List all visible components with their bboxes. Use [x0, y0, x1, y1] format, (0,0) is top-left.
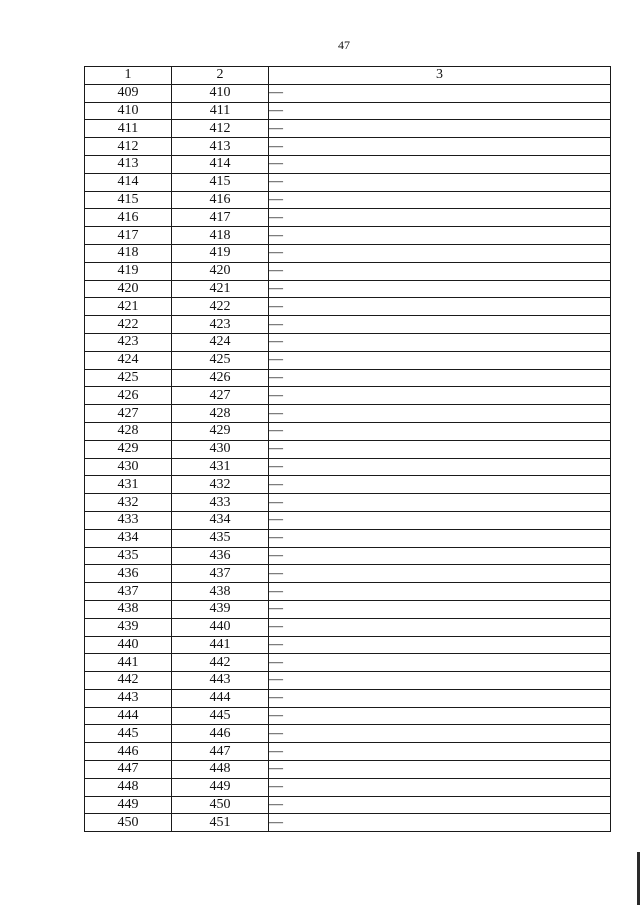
- table-row: [85, 618, 611, 636]
- table-row: [85, 244, 611, 262]
- table-cell-col-2: 422: [172, 298, 269, 316]
- table-cell-col-2: 413: [172, 138, 269, 156]
- table-row: [85, 138, 611, 156]
- table-cell-col-3: —: [269, 102, 611, 120]
- table-cell-col-3: —: [269, 387, 611, 405]
- table-cell-col-2: 410: [172, 84, 269, 102]
- table-cell-col-1: 437: [85, 583, 172, 601]
- table-cell-col-1: 424: [85, 351, 172, 369]
- table-cell-col-1: 422: [85, 316, 172, 334]
- table-cell-col-2: 430: [172, 440, 269, 458]
- table-cell-col-1: 440: [85, 636, 172, 654]
- table-cell-col-3: —: [269, 565, 611, 583]
- table-cell-col-1: 411: [85, 120, 172, 138]
- table-cell-col-2: 440: [172, 618, 269, 636]
- table-cell-col-2: 414: [172, 155, 269, 173]
- table-cell-col-2: 416: [172, 191, 269, 209]
- table-body: [85, 84, 611, 831]
- table-cell-col-3: —: [269, 333, 611, 351]
- table-cell-col-1: 421: [85, 298, 172, 316]
- column-header-3: 3: [269, 67, 611, 85]
- table-row: [85, 369, 611, 387]
- table-cell-col-1: 443: [85, 689, 172, 707]
- table-cell-col-1: 450: [85, 814, 172, 832]
- table-cell-col-3: —: [269, 155, 611, 173]
- table-cell-col-1: 435: [85, 547, 172, 565]
- table-cell-col-2: 445: [172, 707, 269, 725]
- table-cell-col-3: —: [269, 778, 611, 796]
- table-cell-col-1: 428: [85, 422, 172, 440]
- table-cell-col-3: —: [269, 120, 611, 138]
- table-row: [85, 494, 611, 512]
- header-row: [85, 67, 611, 85]
- table-cell-col-3: —: [269, 494, 611, 512]
- table-cell-col-2: 436: [172, 547, 269, 565]
- table-cell-col-3: —: [269, 707, 611, 725]
- table-row: [85, 422, 611, 440]
- table-row: [85, 600, 611, 618]
- table-cell-col-3: —: [269, 654, 611, 672]
- table-cell-col-3: —: [269, 814, 611, 832]
- table-cell-col-3: —: [269, 618, 611, 636]
- table-cell-col-2: 444: [172, 689, 269, 707]
- table-cell-col-2: 434: [172, 511, 269, 529]
- table-cell-col-2: 437: [172, 565, 269, 583]
- table-cell-col-2: 450: [172, 796, 269, 814]
- table-row: [85, 120, 611, 138]
- table-cell-col-2: 425: [172, 351, 269, 369]
- table-cell-col-3: —: [269, 600, 611, 618]
- table-cell-col-1: 412: [85, 138, 172, 156]
- table-cell-col-2: 429: [172, 422, 269, 440]
- table-cell-col-2: 439: [172, 600, 269, 618]
- table-row: [85, 583, 611, 601]
- table-cell-col-2: 441: [172, 636, 269, 654]
- table-cell-col-3: —: [269, 440, 611, 458]
- table-cell-col-2: 420: [172, 262, 269, 280]
- table-cell-col-3: —: [269, 262, 611, 280]
- column-header-1: 1: [85, 67, 172, 85]
- table-cell-col-2: 421: [172, 280, 269, 298]
- table-cell-col-1: 414: [85, 173, 172, 191]
- table-cell-col-3: —: [269, 547, 611, 565]
- table-row: [85, 173, 611, 191]
- table-cell-col-3: —: [269, 84, 611, 102]
- table-row: [85, 529, 611, 547]
- table-cell-col-3: —: [269, 636, 611, 654]
- table-cell-col-3: —: [269, 689, 611, 707]
- table-row: [85, 387, 611, 405]
- table-cell-col-3: —: [269, 529, 611, 547]
- table-cell-col-1: 413: [85, 155, 172, 173]
- table-cell-col-2: 412: [172, 120, 269, 138]
- table-cell-col-3: —: [269, 422, 611, 440]
- table-cell-col-2: 427: [172, 387, 269, 405]
- table-cell-col-3: —: [269, 173, 611, 191]
- data-table: [84, 66, 611, 832]
- table-cell-col-3: —: [269, 511, 611, 529]
- table-cell-col-3: —: [269, 405, 611, 423]
- table-row: [85, 761, 611, 779]
- table-cell-col-1: 445: [85, 725, 172, 743]
- table-cell-col-2: 448: [172, 761, 269, 779]
- table-cell-col-2: 435: [172, 529, 269, 547]
- table-row: [85, 814, 611, 832]
- table-row: [85, 227, 611, 245]
- table-cell-col-1: 433: [85, 511, 172, 529]
- table-cell-col-2: 418: [172, 227, 269, 245]
- table-cell-col-1: 448: [85, 778, 172, 796]
- table-cell-col-3: —: [269, 351, 611, 369]
- table-cell-col-1: 410: [85, 102, 172, 120]
- table-row: [85, 262, 611, 280]
- table-cell-col-3: —: [269, 209, 611, 227]
- table-cell-col-2: 442: [172, 654, 269, 672]
- table-row: [85, 672, 611, 690]
- table-header: [85, 67, 611, 85]
- table-row: [85, 476, 611, 494]
- table-cell-col-1: 442: [85, 672, 172, 690]
- table-cell-col-1: 429: [85, 440, 172, 458]
- table-cell-col-3: —: [269, 244, 611, 262]
- table-row: [85, 778, 611, 796]
- page-number: 47: [338, 38, 350, 52]
- table-row: [85, 547, 611, 565]
- table-cell-col-3: —: [269, 138, 611, 156]
- table-cell-col-2: 411: [172, 102, 269, 120]
- table-cell-col-1: 436: [85, 565, 172, 583]
- table-cell-col-2: 426: [172, 369, 269, 387]
- table-cell-col-3: —: [269, 316, 611, 334]
- table-cell-col-3: —: [269, 191, 611, 209]
- table-row: [85, 405, 611, 423]
- table-cell-col-1: 431: [85, 476, 172, 494]
- table-cell-col-2: 438: [172, 583, 269, 601]
- table-cell-col-1: 418: [85, 244, 172, 262]
- table-cell-col-1: 444: [85, 707, 172, 725]
- table-cell-col-3: —: [269, 369, 611, 387]
- table-row: [85, 440, 611, 458]
- table-row: [85, 84, 611, 102]
- table-cell-col-3: —: [269, 458, 611, 476]
- table-cell-col-1: 446: [85, 743, 172, 761]
- table-cell-col-1: 417: [85, 227, 172, 245]
- table-row: [85, 298, 611, 316]
- table-cell-col-3: —: [269, 280, 611, 298]
- table-cell-col-2: 447: [172, 743, 269, 761]
- table-cell-col-1: 430: [85, 458, 172, 476]
- table-cell-col-1: 434: [85, 529, 172, 547]
- table-row: [85, 333, 611, 351]
- table-cell-col-1: 432: [85, 494, 172, 512]
- table-cell-col-3: —: [269, 298, 611, 316]
- table-cell-col-3: —: [269, 583, 611, 601]
- table-row: [85, 689, 611, 707]
- table-cell-col-2: 446: [172, 725, 269, 743]
- table-row: [85, 743, 611, 761]
- table-cell-col-2: 424: [172, 333, 269, 351]
- table-row: [85, 796, 611, 814]
- table-row: [85, 155, 611, 173]
- table-cell-col-1: 427: [85, 405, 172, 423]
- table-cell-col-3: —: [269, 227, 611, 245]
- table-row: [85, 458, 611, 476]
- table-cell-col-1: 420: [85, 280, 172, 298]
- column-header-2: 2: [172, 67, 269, 85]
- table-cell-col-1: 423: [85, 333, 172, 351]
- table-cell-col-2: 432: [172, 476, 269, 494]
- table-cell-col-1: 425: [85, 369, 172, 387]
- table-row: [85, 191, 611, 209]
- table-cell-col-3: —: [269, 743, 611, 761]
- table-cell-col-2: 415: [172, 173, 269, 191]
- table-row: [85, 725, 611, 743]
- table-row: [85, 636, 611, 654]
- table-cell-col-2: 443: [172, 672, 269, 690]
- table-cell-col-3: —: [269, 476, 611, 494]
- table-cell-col-1: 447: [85, 761, 172, 779]
- table-cell-col-1: 415: [85, 191, 172, 209]
- table-cell-col-2: 433: [172, 494, 269, 512]
- table-row: [85, 102, 611, 120]
- table-cell-col-1: 426: [85, 387, 172, 405]
- table-cell-col-3: —: [269, 725, 611, 743]
- table-row: [85, 351, 611, 369]
- table-cell-col-2: 451: [172, 814, 269, 832]
- table-cell-col-1: 438: [85, 600, 172, 618]
- table-cell-col-3: —: [269, 761, 611, 779]
- table-cell-col-1: 416: [85, 209, 172, 227]
- table-cell-col-2: 431: [172, 458, 269, 476]
- table-cell-col-2: 419: [172, 244, 269, 262]
- table-row: [85, 654, 611, 672]
- table-row: [85, 316, 611, 334]
- table-cell-col-2: 417: [172, 209, 269, 227]
- table-row: [85, 511, 611, 529]
- table-cell-col-1: 449: [85, 796, 172, 814]
- table-cell-col-3: —: [269, 796, 611, 814]
- table-cell-col-2: 423: [172, 316, 269, 334]
- table-cell-col-1: 409: [85, 84, 172, 102]
- table-row: [85, 565, 611, 583]
- table-row: [85, 707, 611, 725]
- table-row: [85, 280, 611, 298]
- table-cell-col-1: 441: [85, 654, 172, 672]
- table-cell-col-2: 449: [172, 778, 269, 796]
- table-cell-col-1: 439: [85, 618, 172, 636]
- table-row: [85, 209, 611, 227]
- table-cell-col-2: 428: [172, 405, 269, 423]
- table-cell-col-3: —: [269, 672, 611, 690]
- table-cell-col-1: 419: [85, 262, 172, 280]
